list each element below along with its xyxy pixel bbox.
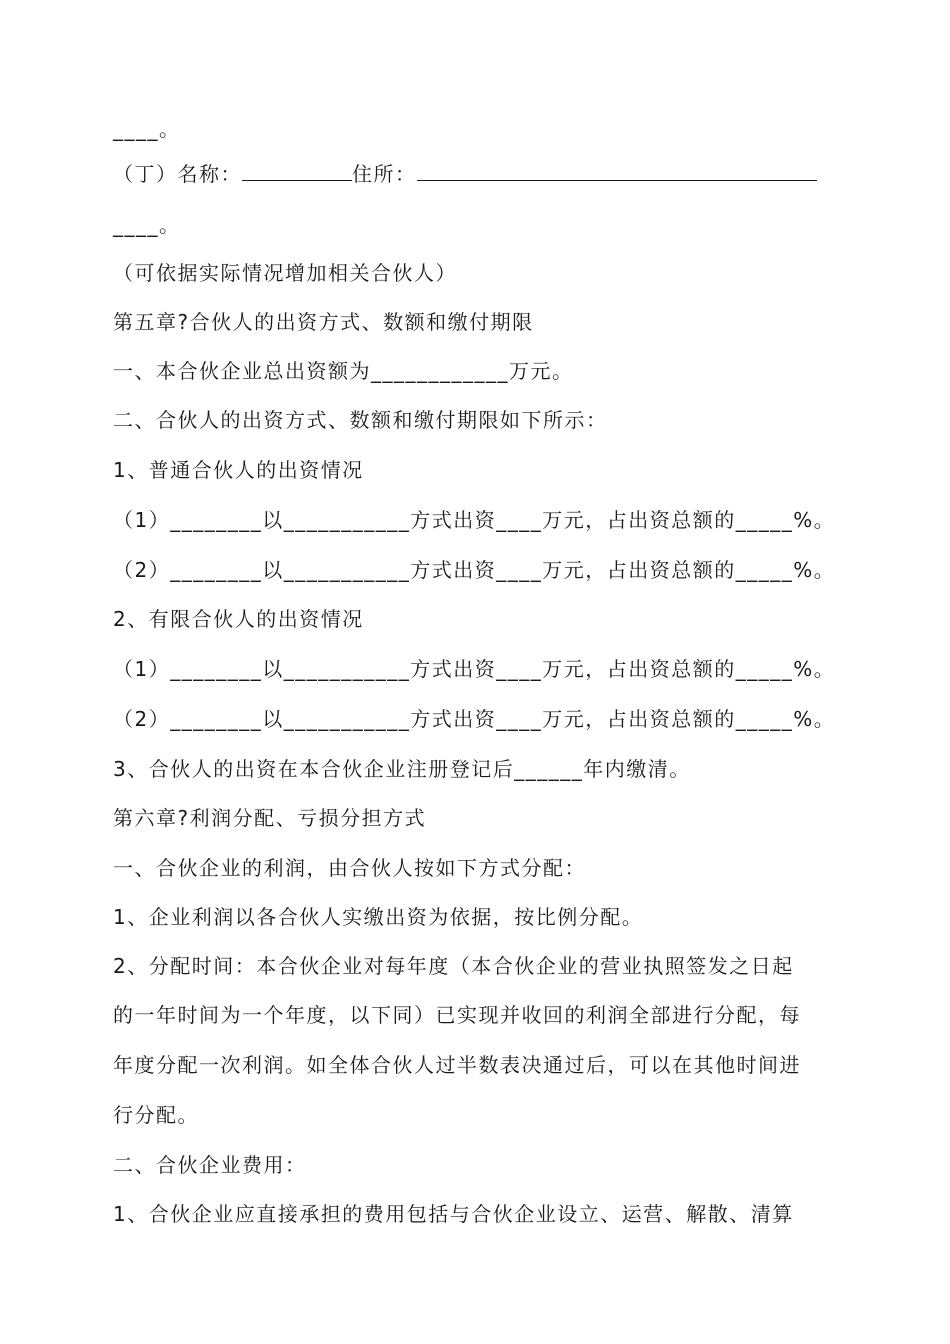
text-line: 一、本合伙企业总出资额为____________万元。 (113, 359, 574, 383)
address-blank (417, 160, 817, 181)
chapter-heading: 第五章?合伙人的出资方式、数额和缴付期限 (113, 310, 534, 334)
text-line: 2、有限合伙人的出资情况 (113, 607, 364, 631)
text-line: 年度分配一次利润。如全体合伙人过半数表决通过后，可以在其他时间进 (113, 1053, 801, 1077)
text-line: 2、分配时间：本合伙企业对每年度（本合伙企业的营业执照签发之日起 (113, 954, 794, 978)
text-line: ____。 (113, 213, 181, 237)
text-line: 1、普通合伙人的出资情况 (113, 458, 364, 482)
name-blank (242, 160, 352, 181)
party-d-address-label: 住所： (352, 162, 417, 186)
chapter-heading: 第六章?利润分配、亏损分担方式 (113, 806, 427, 830)
text-line: 1、合伙企业应直接承担的费用包括与合伙企业设立、运营、解散、清算 (113, 1202, 794, 1226)
text-line: 二、合伙人的出资方式、数额和缴付期限如下所示： (113, 408, 608, 432)
text-line: ____。 (113, 117, 181, 141)
text-line: （1）________以___________方式出资____万元，占出资总额的_____%。 (113, 657, 836, 681)
text-line: 行分配。 (113, 1103, 199, 1127)
text-line: （1）________以___________方式出资____万元，占出资总额的_____%。 (113, 508, 836, 532)
party-d-line (113, 159, 837, 189)
party-d-name-label: （丁）名称： (113, 162, 242, 186)
text-line: （可依据实际情况增加相关合伙人） (113, 261, 457, 285)
text-line: （2）________以___________方式出资____万元，占出资总额的_____%。 (113, 558, 836, 582)
text-line: 二、合伙企业费用： (113, 1153, 307, 1177)
text-line: 1、企业利润以各合伙人实缴出资为依据，按比例分配。 (113, 905, 644, 929)
text-line: 一、合伙企业的利润，由合伙人按如下方式分配： (113, 856, 586, 880)
text-line: 3、合伙人的出资在本合伙企业注册登记后______年内缴清。 (113, 757, 691, 781)
text-line: （2）________以___________方式出资____万元，占出资总额的_____%。 (113, 707, 836, 731)
text-line: 的一年时间为一个年度，以下同）已实现并收回的利润全部进行分配，每 (113, 1003, 801, 1027)
